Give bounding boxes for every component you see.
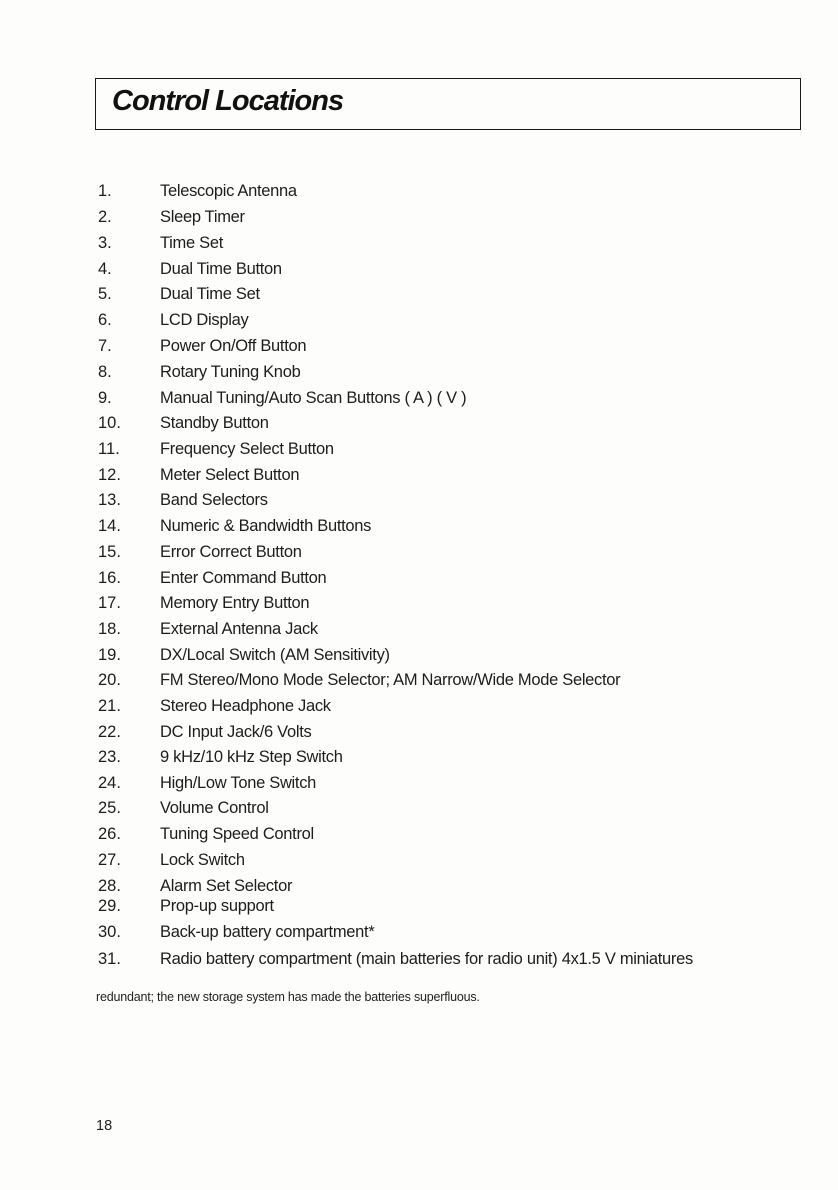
item-label: Manual Tuning/Auto Scan Buttons ( A ) ( V ) (160, 389, 467, 407)
item-label: LCD Display (160, 311, 249, 329)
item-number: 19. (98, 646, 121, 664)
item-number: 28. (98, 877, 121, 895)
item-label: Dual Time Set (160, 285, 260, 303)
item-number: 21. (98, 697, 121, 715)
list-item (0, 895, 838, 917)
item-label: Numeric & Bandwidth Buttons (160, 517, 372, 535)
item-number: 24. (98, 774, 121, 792)
item-number: 15. (98, 543, 121, 561)
section-title-box (95, 78, 801, 130)
item-label: Time Set (160, 234, 224, 252)
item-label: Power On/Off Button (160, 337, 307, 355)
list-item (0, 232, 838, 254)
list-item (0, 489, 838, 511)
item-label: External Antenna Jack (160, 620, 318, 638)
item-number: 13. (98, 491, 121, 509)
item-number: 16. (98, 569, 121, 587)
list-item (0, 206, 838, 228)
item-label: Telescopic Antenna (160, 182, 297, 200)
item-number: 25. (98, 799, 121, 817)
list-item (0, 772, 838, 794)
list-item (0, 875, 838, 897)
list-item (0, 335, 838, 357)
list-item (0, 618, 838, 640)
item-number: 12. (98, 466, 121, 484)
list-item (0, 644, 838, 666)
item-label: Rotary Tuning Knob (160, 363, 301, 381)
item-label: Dual Time Button (160, 260, 282, 278)
list-item (0, 921, 838, 943)
item-label: Alarm Set Selector (160, 877, 293, 895)
list-item (0, 849, 838, 871)
item-label: Band Selectors (160, 491, 268, 509)
item-number: 7. (98, 337, 112, 355)
item-number: 17. (98, 594, 121, 612)
item-number: 20. (98, 671, 121, 689)
list-item (0, 721, 838, 743)
item-number: 1. (98, 182, 112, 200)
item-number: 29. (98, 897, 121, 915)
list-item (0, 797, 838, 819)
item-label: Error Correct Button (160, 543, 302, 561)
list-item (0, 515, 838, 537)
item-label: Volume Control (160, 799, 269, 817)
item-number: 4. (98, 260, 112, 278)
list-item (0, 258, 838, 280)
item-number: 11. (98, 440, 120, 458)
list-item (0, 669, 838, 691)
list-item (0, 746, 838, 768)
list-item (0, 592, 838, 614)
item-label: DC Input Jack/6 Volts (160, 723, 312, 741)
list-item (0, 823, 838, 845)
list-item (0, 361, 838, 383)
list-item (0, 180, 838, 202)
item-label: DX/Local Switch (AM Sensitivity) (160, 646, 390, 664)
item-number: 31. (98, 950, 121, 968)
item-label: Enter Command Button (160, 569, 327, 587)
list-item (0, 412, 838, 434)
item-label: Frequency Select Button (160, 440, 334, 458)
item-label: Tuning Speed Control (160, 825, 314, 843)
page-title: Control Locations (112, 85, 344, 117)
item-number: 5. (98, 285, 112, 303)
list-item (0, 541, 838, 563)
list-item (0, 948, 838, 970)
item-number: 18. (98, 620, 121, 638)
item-number: 26. (98, 825, 121, 843)
list-item (0, 438, 838, 460)
item-label: Radio battery compartment (main batteries for radio unit) 4x1.5 V miniatures (160, 950, 693, 968)
list-item (0, 567, 838, 589)
item-number: 22. (98, 723, 121, 741)
item-label: Memory Entry Button (160, 594, 310, 612)
item-number: 8. (98, 363, 112, 381)
item-label: Prop-up support (160, 897, 274, 915)
item-label: Sleep Timer (160, 208, 245, 226)
item-number: 9. (98, 389, 112, 407)
item-number: 3. (98, 234, 112, 252)
item-number: 6. (98, 311, 112, 329)
item-label: FM Stereo/Mono Mode Selector; AM Narrow/Wide Mode Selector (160, 671, 621, 689)
item-number: 2. (98, 208, 112, 226)
item-label: Meter Select Button (160, 466, 300, 484)
item-number: 27. (98, 851, 121, 869)
list-item (0, 464, 838, 486)
item-number: 10. (98, 414, 121, 432)
item-label: High/Low Tone Switch (160, 774, 317, 792)
item-label: Back-up battery compartment* (160, 923, 375, 941)
item-label: Standby Button (160, 414, 269, 432)
item-number: 30. (98, 923, 121, 941)
item-label: Stereo Headphone Jack (160, 697, 331, 715)
page-number: 18 (96, 1118, 113, 1134)
item-label: Lock Switch (160, 851, 245, 869)
list-item (0, 695, 838, 717)
list-item (0, 387, 838, 409)
footnote: redundant; the new storage system has made the batteries superfluous. (96, 990, 480, 1004)
list-item (0, 309, 838, 331)
list-item (0, 283, 838, 305)
item-label: 9 kHz/10 kHz Step Switch (160, 748, 343, 766)
item-number: 23. (98, 748, 121, 766)
item-number: 14. (98, 517, 121, 535)
